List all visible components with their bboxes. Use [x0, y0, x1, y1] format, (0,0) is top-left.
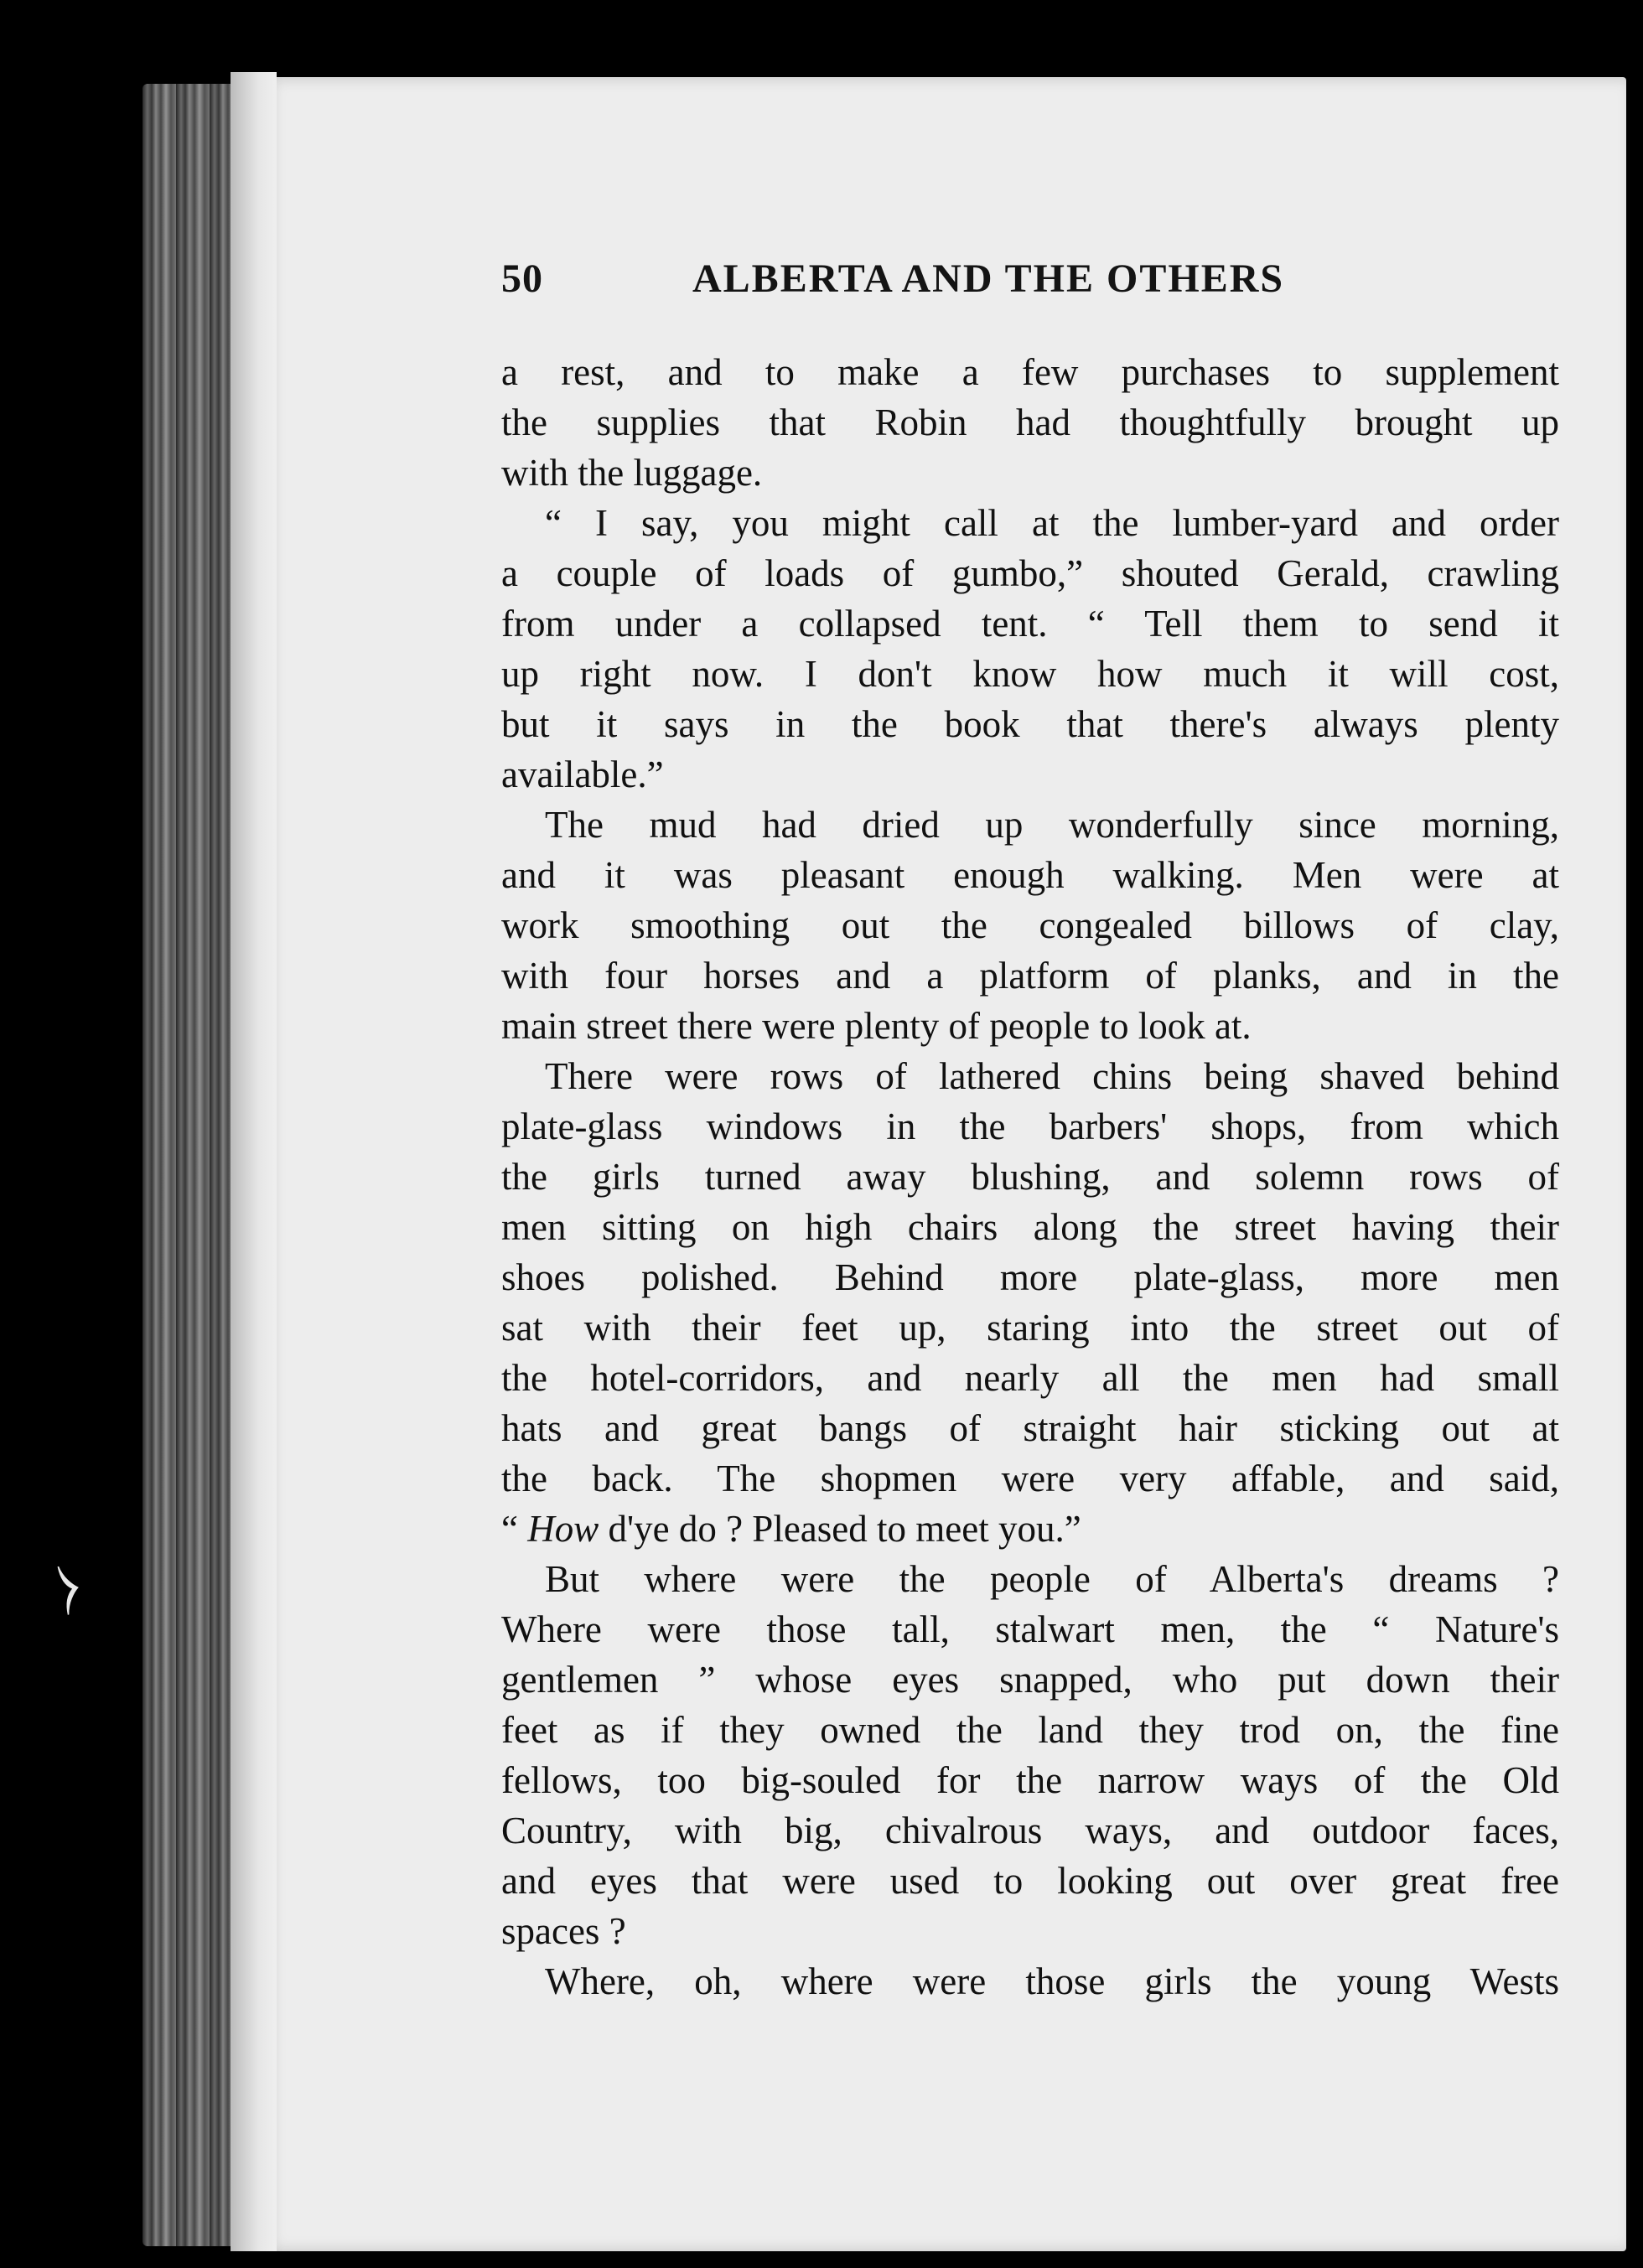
- text-line: spaces ?: [501, 1910, 626, 1952]
- paragraph: [501, 1554, 1559, 1956]
- text-line: a rest, and to make a few purchases to supplement: [501, 351, 1559, 393]
- running-head-title: ALBERTA AND THE OTHERS: [692, 256, 1285, 301]
- paragraph: [501, 1956, 1559, 2007]
- text-line: fellows, too big-souled for the narrow ways of the Old: [501, 1759, 1559, 1801]
- quote-open: “: [501, 1508, 528, 1550]
- page-number: 50: [501, 256, 543, 301]
- text-line: the hotel-corridors, and nearly all the men had small: [501, 1357, 1559, 1399]
- text-line: work smoothing out the congealed billows of clay,: [501, 904, 1559, 946]
- text-line: Where, oh, where were those girls the young Wests: [545, 1960, 1559, 2002]
- text-line: with four horses and a platform of planks, and in the: [501, 955, 1559, 997]
- paragraph: [501, 347, 1559, 498]
- text-line: Where were those tall, stalwart men, the “ Nature's: [501, 1608, 1559, 1650]
- text-line: the girls turned away blushing, and solemn rows of: [501, 1156, 1559, 1198]
- paragraph: [501, 800, 1559, 1051]
- text-line: plate-glass windows in the barbers' shops, from which: [501, 1106, 1559, 1147]
- text-line: main street there were plenty of people to look at.: [501, 1005, 1252, 1047]
- text-line: the back. The shopmen were very affable, and said,: [501, 1458, 1559, 1499]
- text-line: and it was pleasant enough walking. Men were at: [501, 854, 1559, 896]
- text-line: There were rows of lathered chins being shaved behind: [545, 1055, 1559, 1097]
- quote-rest: d'ye do ? Pleased to meet you.”: [599, 1508, 1081, 1550]
- text-line: hats and great bangs of straight hair sticking out at: [501, 1407, 1559, 1449]
- text-line: from under a collapsed tent. “ Tell them to send it: [501, 603, 1559, 645]
- page-header: [501, 256, 1559, 314]
- text-line: The mud had dried up wonderfully since morning,: [545, 804, 1559, 846]
- text-line: with the luggage.: [501, 452, 763, 494]
- text-line: Country, with big, chivalrous ways, and outdoor faces,: [501, 1810, 1559, 1851]
- paragraph: [501, 1051, 1559, 1554]
- text-line-quote: [501, 1504, 1559, 1554]
- text-line: a couple of loads of gumbo,” shouted Gerald, crawling: [501, 552, 1559, 594]
- scan-artifact-mark: ⧽: [51, 1548, 86, 1620]
- text-line: but it says in the book that there's always plenty: [501, 703, 1559, 745]
- italic-word: How: [527, 1508, 599, 1550]
- page-gutter: [231, 72, 277, 2251]
- text-line: the supplies that Robin had thoughtfully brought up: [501, 401, 1559, 443]
- text-line: But where were the people of Alberta's dreams ?: [545, 1558, 1559, 1600]
- text-line: “ I say, you might call at the lumber-yard and order: [545, 502, 1559, 544]
- text-line: available.”: [501, 753, 664, 795]
- text-line: sat with their feet up, staring into the street out of: [501, 1307, 1559, 1349]
- paragraph: [501, 498, 1559, 800]
- text-line: men sitting on high chairs along the street having their: [501, 1206, 1559, 1248]
- body-text: [501, 347, 1559, 2007]
- text-line: feet as if they owned the land they trod on, the fine: [501, 1709, 1559, 1751]
- text-line: shoes polished. Behind more plate-glass, more men: [501, 1256, 1559, 1298]
- text-line: up right now. I don't know how much it will cost,: [501, 653, 1559, 695]
- text-line: gentlemen ” whose eyes snapped, who put down their: [501, 1659, 1559, 1701]
- text-line: and eyes that were used to looking out over great free: [501, 1860, 1559, 1902]
